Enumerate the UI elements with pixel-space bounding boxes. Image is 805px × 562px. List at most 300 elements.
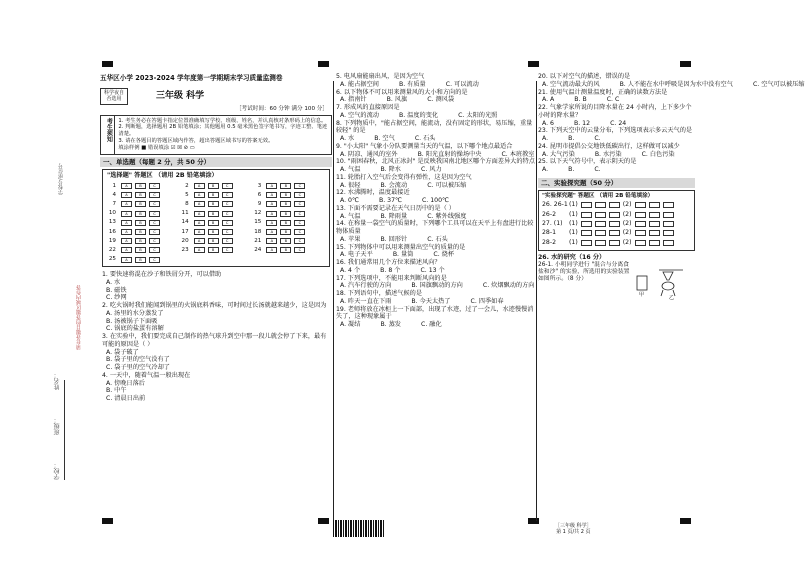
answer-bubble[interactable]: B (135, 220, 146, 226)
option: C. 石头 (414, 135, 436, 142)
answer-bubble[interactable]: A (194, 247, 205, 253)
answer-bubble[interactable]: C (222, 247, 233, 253)
registration-mark (680, 61, 691, 67)
binding-strip (50, 80, 95, 520)
question-text: 13. 下面不需要记录在天气日历中的是（ ） (336, 204, 455, 212)
answer-number: 3 (257, 182, 262, 189)
write-line[interactable] (64, 380, 65, 480)
answer-bubble[interactable]: A (121, 229, 132, 235)
question-text: 20. 以下对空气的描述，错误的是 (538, 73, 631, 80)
answer-bubble[interactable]: B (280, 229, 291, 235)
option: C. 13 个 (420, 266, 445, 274)
option: C. (594, 166, 601, 173)
answer-bubble[interactable]: B (280, 183, 291, 189)
registration-mark (318, 61, 329, 67)
registration-mark (528, 61, 539, 67)
experiment-row-label: 26-2 (542, 210, 557, 218)
question-options (538, 166, 695, 174)
answer-bubble[interactable]: A (266, 247, 277, 253)
answer-bubble[interactable]: C (222, 238, 233, 244)
experiment-bubble[interactable] (635, 221, 646, 227)
option: A. 6 (542, 119, 554, 127)
option: B. 风旗 (386, 96, 408, 104)
option: C. 四季如春 (470, 297, 504, 305)
option: B. 汤被锅子下面吸 (106, 317, 158, 325)
option: C. 石头 (427, 235, 448, 243)
option: B. 37℃ (378, 197, 402, 204)
option: B. 有质量 (399, 80, 426, 88)
figure-label-yi: 乙 (669, 294, 675, 301)
answer-row (180, 219, 253, 226)
fill-example: 填涂样例 ■ 错误填涂 ☑ ☒ ⊘ ▭ (118, 145, 195, 152)
apparatus-figure (633, 262, 693, 302)
question-options (538, 96, 695, 104)
exam-sheet (100, 73, 805, 525)
middle-questions (336, 73, 536, 329)
right-questions (538, 73, 805, 174)
q26-title: 26. 水的研究（16 分） (538, 254, 606, 262)
answer-number: 25 (108, 256, 116, 263)
answer-number: 13 (108, 219, 116, 226)
answer-row (107, 247, 180, 254)
answer-bubble[interactable]: C (294, 229, 305, 235)
pair-label: (2) (622, 201, 632, 209)
answer-row (252, 201, 325, 208)
experiment-bubble[interactable] (609, 230, 620, 236)
answer-bubble[interactable]: A (266, 220, 277, 226)
answer-bubble[interactable]: B (208, 247, 219, 253)
answer-bubble[interactable]: A (121, 192, 132, 198)
option: A. 汤里的水分蒸发了 (106, 309, 164, 317)
answer-bubble[interactable]: C (149, 192, 160, 198)
answer-bubble[interactable]: C (149, 238, 160, 244)
answer-bubble[interactable]: A (194, 183, 205, 189)
answer-bubble[interactable]: B (208, 238, 219, 244)
pair-label: (1) (569, 220, 578, 228)
option: C. 纱网 (106, 294, 127, 302)
experiment-bubble[interactable] (663, 240, 674, 246)
question-options (102, 380, 332, 403)
answer-row (107, 256, 180, 263)
answer-bubble[interactable]: C (149, 220, 160, 226)
exam-title: 五华区小学 2023-2024 学年度第一学期期末学习质量监测卷 (100, 74, 283, 82)
pair-label: (1) (569, 238, 578, 246)
answer-bubble[interactable]: B (280, 201, 291, 207)
question-options (102, 279, 332, 302)
question-text: 9. "小太阳" 气象小分队要测量当天的气温，以下哪个地点最适合 (336, 142, 513, 150)
answer-bubble[interactable]: B (208, 220, 219, 226)
experiment-row (542, 239, 691, 247)
answer-row (180, 183, 253, 190)
option: A. 指南针 (340, 96, 367, 104)
answer-bubble[interactable]: B (135, 192, 146, 198)
option: C. (594, 135, 601, 142)
answer-bubble[interactable]: B (280, 238, 291, 244)
answer-bubble[interactable]: A (121, 257, 132, 263)
answer-row (107, 238, 180, 245)
option: C. 可以被压缩 (427, 181, 467, 189)
option: B. 降雨量 (380, 212, 408, 220)
option: C. 100℃ (421, 197, 449, 204)
answer-bubble[interactable]: C (149, 247, 160, 253)
answer-bubble[interactable]: A (266, 192, 277, 198)
experiment-bubble[interactable] (609, 240, 620, 246)
question-options (336, 321, 536, 329)
answer-bubble[interactable]: C (294, 211, 305, 217)
answer-number: 4 (112, 191, 116, 198)
answer-row (107, 229, 180, 236)
question-options (336, 282, 536, 290)
option: B. 中午 (106, 387, 127, 395)
pair-label: (2) (622, 220, 632, 228)
question-options (336, 298, 536, 306)
question-text: 7. 形成风的直接原因是 (336, 104, 400, 111)
answer-row (107, 183, 180, 190)
answer-bubble[interactable]: C (149, 257, 160, 263)
experiment-bubble[interactable] (581, 212, 592, 218)
question-options (102, 349, 332, 372)
right-column (538, 73, 805, 523)
experiment-bubble[interactable] (595, 212, 606, 218)
experiment-bubble[interactable] (609, 202, 620, 208)
option: A. 电子天平 (340, 251, 373, 259)
notice-title: 考生须知 (101, 116, 115, 154)
experiment-row-label: 28-2 (542, 238, 557, 246)
option: C. C (606, 96, 620, 104)
figure-label-jia: 甲 (639, 291, 645, 298)
answer-row (180, 210, 253, 217)
answer-bubble[interactable]: B (135, 257, 146, 263)
option: B. 蒸发 (380, 321, 401, 328)
column-divider (536, 81, 537, 521)
answer-bubble[interactable]: B (208, 211, 219, 217)
answer-row (252, 192, 325, 199)
answer-number: 23 (181, 246, 189, 253)
footer-page: 第 1 页/共 2 页 (556, 529, 591, 536)
question-options (336, 166, 536, 174)
experiment-rows (542, 201, 691, 246)
question-text: 2. 吃火锅时我们能闻到锅里的火锅底料香味，可时间过长汤就越来越少，这是因为 (102, 302, 327, 309)
experiment-bubble[interactable] (663, 230, 674, 236)
question-text: 21. 使用气温计测量温度时，正确的读数方法是 (538, 88, 668, 96)
answer-bubble[interactable]: C (294, 247, 305, 253)
answer-bubble[interactable]: A (266, 238, 277, 244)
experiment-bubble[interactable] (609, 221, 620, 227)
question-text: 10. "雨困春秋，北风正冰封" 是反映我国南北地区哪个方面差异大的特点 (336, 158, 535, 166)
option: A. 气温 (340, 166, 361, 173)
option: B. 人不能在水中呼吸是因为水中没有空气 (619, 80, 733, 88)
answer-number: 9 (257, 200, 262, 207)
question-options (336, 135, 536, 143)
question-options (102, 310, 332, 333)
option: C. 融化 (421, 321, 442, 328)
option: C. 紫外线强度 (427, 212, 467, 220)
experiment-bubble[interactable] (635, 212, 646, 218)
answer-bubble[interactable]: B (135, 183, 146, 189)
answer-bubble[interactable]: A (266, 211, 277, 217)
answer-row (252, 219, 325, 226)
pair-label: (1) (569, 201, 578, 209)
option: C. 本班教室 (501, 150, 535, 158)
experiment-bubble[interactable] (649, 212, 660, 218)
question-text: 11. 轮胎打入空气后会变得有弹性，这是因为空气 (336, 173, 472, 181)
option: A. 汽车行驶的方向 (340, 282, 392, 290)
question-text: 17. 下列选项中，不能用来判断风向的是 (336, 274, 447, 282)
answer-bubble[interactable]: C (222, 192, 233, 198)
middle-column (336, 73, 536, 523)
pair-label: (2) (622, 210, 632, 218)
answer-bubble[interactable]: A (266, 183, 277, 189)
answer-bubble[interactable]: C (294, 201, 305, 207)
experiment-bubble[interactable] (609, 212, 620, 218)
option: C. 锅底的盐蛋有溶解 (106, 325, 164, 333)
experiment-answer-area (538, 190, 695, 251)
experiment-answer-title: "实验探究题" 答题区 （请用 2B 铅笔填涂） (542, 192, 654, 199)
option: B. (568, 166, 575, 173)
option: A. 0℃ (340, 197, 359, 204)
answer-row (252, 210, 325, 217)
answer-bubble[interactable]: A (121, 247, 132, 253)
answer-bubble[interactable]: C (149, 229, 160, 235)
answer-bubble[interactable]: C (222, 183, 233, 189)
option: B. 今天太热了 (411, 297, 451, 305)
school-label: 学校： (54, 462, 61, 480)
experiment-row (542, 211, 691, 219)
answer-row (252, 256, 325, 263)
answer-bubble[interactable]: A (266, 201, 277, 207)
question-text: 15. 下列物体中可以用来测量出空气的质量的是 (336, 243, 466, 251)
answer-number: 21 (254, 237, 262, 244)
option: A. 空气流动最大的风 (542, 80, 600, 88)
answer-bubble[interactable]: C (222, 201, 233, 207)
answer-number: 6 (257, 191, 262, 198)
option: A. 能占据空间 (340, 80, 379, 88)
option: B. 12 (574, 119, 591, 127)
experiment-row (542, 201, 691, 209)
experiment-bubble[interactable] (663, 212, 674, 218)
answer-row (180, 201, 253, 208)
question-options (336, 236, 536, 244)
answer-number: 18 (254, 228, 262, 235)
answer-number: 20 (181, 237, 189, 244)
option: B. 8 个 (380, 266, 401, 274)
question-text: 24. 昆明市提倡公交地铁低碳出行，这样做可以减少 (538, 142, 680, 150)
answer-number: 19 (108, 237, 116, 244)
answer-number: 12 (254, 210, 262, 217)
answer-number: 8 (185, 200, 189, 207)
option: B. 回形针 (380, 235, 408, 243)
answer-row (252, 183, 325, 190)
left-column (100, 73, 332, 523)
experiment-bubble[interactable] (595, 202, 606, 208)
question-text: 22. 气象学家所说的目降水量在 24 小时内，上下多少个小时的降水量？ (538, 104, 692, 119)
option: B. 水污染 (594, 150, 622, 158)
experiment-bubble[interactable] (635, 230, 646, 236)
experiment-bubble[interactable] (663, 202, 674, 208)
answer-number: 15 (254, 219, 262, 226)
question-text: 12. 水沸腾时，温度最接近 (336, 189, 410, 197)
question-text: 18. 下列语句中，描述气候的是 (336, 290, 423, 297)
q26-text: 26-1. 小明同学进行 "混合与分离食盐和沙" 的实验，所选用的实验装置如图所示。（8 分） (538, 261, 630, 283)
experiment-row-label: 28-1 (542, 229, 557, 237)
option: B. 温度的变化 (399, 111, 439, 119)
answer-bubble[interactable]: A (266, 229, 277, 235)
answer-bubble[interactable]: B (280, 211, 291, 217)
option: B. 磁铁 (106, 286, 127, 294)
answer-bubble[interactable]: B (208, 183, 219, 189)
answer-number: 2 (185, 182, 189, 189)
experiment-bubble[interactable] (649, 230, 660, 236)
class-label: 班级： (54, 417, 61, 435)
answer-bubble[interactable]: B (135, 247, 146, 253)
option: A. 空气的流动 (340, 111, 379, 119)
pair-label: (1) (569, 210, 578, 218)
answer-row (252, 238, 325, 245)
answer-bubble[interactable]: A (121, 220, 132, 226)
option: B. 降水 (380, 166, 401, 173)
answer-bubble[interactable]: C (222, 220, 233, 226)
option: A. (542, 166, 549, 173)
answer-bubble[interactable]: A (194, 220, 205, 226)
answer-bubble[interactable]: A (121, 238, 132, 244)
experiment-bubble[interactable] (649, 202, 660, 208)
option: C. 可以流动 (445, 80, 479, 88)
option: A. (542, 135, 549, 142)
answer-area-title: "选择题" 答题区 （请用 2B 铅笔填涂） (107, 171, 218, 179)
pair-label: (1) (569, 229, 578, 237)
option: B. 阳光直射的操场中央 (417, 150, 482, 158)
answer-row (252, 229, 325, 236)
answer-bubble[interactable]: B (135, 201, 146, 207)
experiment-bubble[interactable] (581, 240, 592, 246)
question-options (336, 251, 536, 259)
answer-bubble[interactable]: A (194, 229, 205, 235)
experiment-bubble[interactable] (581, 221, 592, 227)
experiment-bubble[interactable] (663, 221, 674, 227)
answer-bubble[interactable]: B (135, 229, 146, 235)
question-options (336, 96, 536, 104)
experiment-bubble[interactable] (635, 240, 646, 246)
answer-number: 24 (254, 246, 262, 253)
answer-bubble[interactable]: A (194, 201, 205, 207)
option: A. 苹果 (340, 235, 361, 243)
answer-bubble[interactable]: A (194, 192, 205, 198)
experiment-bubble[interactable] (595, 240, 606, 246)
answer-bubble[interactable]: B (280, 247, 291, 253)
answer-row (107, 219, 180, 226)
section2-title: 二、实验探究题（50 分） (538, 178, 695, 188)
answer-number: 11 (181, 210, 189, 217)
option: A. 水 (106, 278, 121, 286)
option: C. 袋子里的空气冷却了 (106, 364, 170, 371)
notice-line: 3. 请在各题目的答题区域内作答，超出答题区域书写的答案无效。 (118, 137, 274, 144)
option: C. 风力 (421, 166, 442, 173)
side-note: 学校号/座位号 (58, 163, 64, 195)
answer-number: 10 (108, 210, 116, 217)
option: B. 国旗飘动的方向 (411, 282, 463, 290)
experiment-bubble[interactable] (595, 221, 606, 227)
answer-bubble[interactable]: A (194, 238, 205, 244)
side-note: 请在各题目的答题区域内作答 (76, 285, 82, 350)
answer-bubble[interactable]: B (280, 192, 291, 198)
answer-bubble[interactable]: B (280, 220, 291, 226)
section1-title: 一、单选题（每题 2 分，共 50 分） (100, 157, 332, 167)
experiment-bubble[interactable] (635, 202, 646, 208)
question-options (336, 197, 536, 205)
option: C. 太阳的光照 (458, 111, 498, 119)
answer-row (180, 238, 253, 245)
subject-title: 三年级 科学 (156, 90, 205, 101)
question-text: 3. 在实验中，我们要完成自己制作的热气球升到空中那一段儿就会停了下来，最有可能的原因是（ ） (102, 333, 327, 348)
answer-bubble[interactable]: C (294, 220, 305, 226)
answer-number: 1 (112, 182, 116, 189)
question-text: 25. 以下天气符号中，表示阴天的是 (538, 158, 637, 166)
answer-bubble[interactable]: A (194, 211, 205, 217)
experiment-row (542, 220, 691, 228)
answer-bubble[interactable]: A (121, 183, 132, 189)
answer-number: 16 (108, 228, 116, 235)
question-options (336, 112, 536, 120)
answer-bubble[interactable]: C (222, 229, 233, 235)
option: A. 4 个 (340, 266, 361, 274)
option: B. (568, 135, 575, 142)
experiment-row-label: 27. (1) (542, 220, 563, 228)
answer-bubble[interactable]: C (149, 201, 160, 207)
question-text: 6. 以下物体不可以用来测量风的大小和方向的是 (336, 88, 468, 96)
answer-bubble[interactable]: C (294, 238, 305, 244)
option: A. 傍晚日落后 (106, 379, 145, 387)
option: B. 量筒 (392, 251, 414, 259)
pair-label: (2) (622, 229, 632, 237)
question-options (336, 81, 536, 89)
option: B. 袋子里的空气没有了 (106, 356, 170, 364)
answer-bubble[interactable]: C (294, 192, 305, 198)
experiment-bubble[interactable] (649, 240, 660, 246)
notice-line: 1. 考生务必在答题卡指定位置准确填写学校、班级、姓名，并认真核对条形码上的信息。 (118, 117, 327, 124)
option: A. 阴凉、通风的室外 (340, 150, 398, 158)
experiment-bubble[interactable] (581, 230, 592, 236)
barcode (333, 520, 385, 537)
answer-bubble[interactable]: B (135, 211, 146, 217)
experiment-bubble[interactable] (649, 221, 660, 227)
answer-bubble[interactable]: B (208, 201, 219, 207)
answer-row (180, 192, 253, 199)
experiment-bubble[interactable] (581, 202, 592, 208)
answer-row (107, 201, 180, 208)
option: A. 袋子破了 (106, 348, 139, 356)
answer-area (102, 169, 330, 267)
answer-bubble[interactable]: C (294, 183, 305, 189)
question-text: 4. 一天中，随着气温一般出现在 (102, 371, 191, 379)
left-questions (100, 271, 332, 403)
answer-bubble[interactable]: C (222, 211, 233, 217)
answer-number: 22 (108, 246, 116, 253)
experiment-bubble[interactable] (595, 230, 606, 236)
experiment-row-label: 26. 26-1 (542, 201, 568, 209)
answer-bubble[interactable]: A (121, 201, 132, 207)
answer-bubble[interactable]: C (149, 211, 160, 217)
answer-bubble[interactable]: B (208, 192, 219, 198)
question-text: 19. 老师将放在冰柜上一下面部，出现了水迹，过了一会儿，水迹慢慢消失了，这种现象属于 (336, 305, 534, 321)
option: B. 会流动 (380, 181, 408, 189)
answer-bubble[interactable]: A (121, 211, 132, 217)
option: A. 很轻 (340, 181, 361, 189)
answer-row (252, 247, 325, 254)
answer-bubble[interactable]: B (208, 229, 219, 235)
answer-row (107, 192, 180, 199)
answer-bubble[interactable]: C (149, 183, 160, 189)
answer-bubble[interactable]: B (135, 238, 146, 244)
